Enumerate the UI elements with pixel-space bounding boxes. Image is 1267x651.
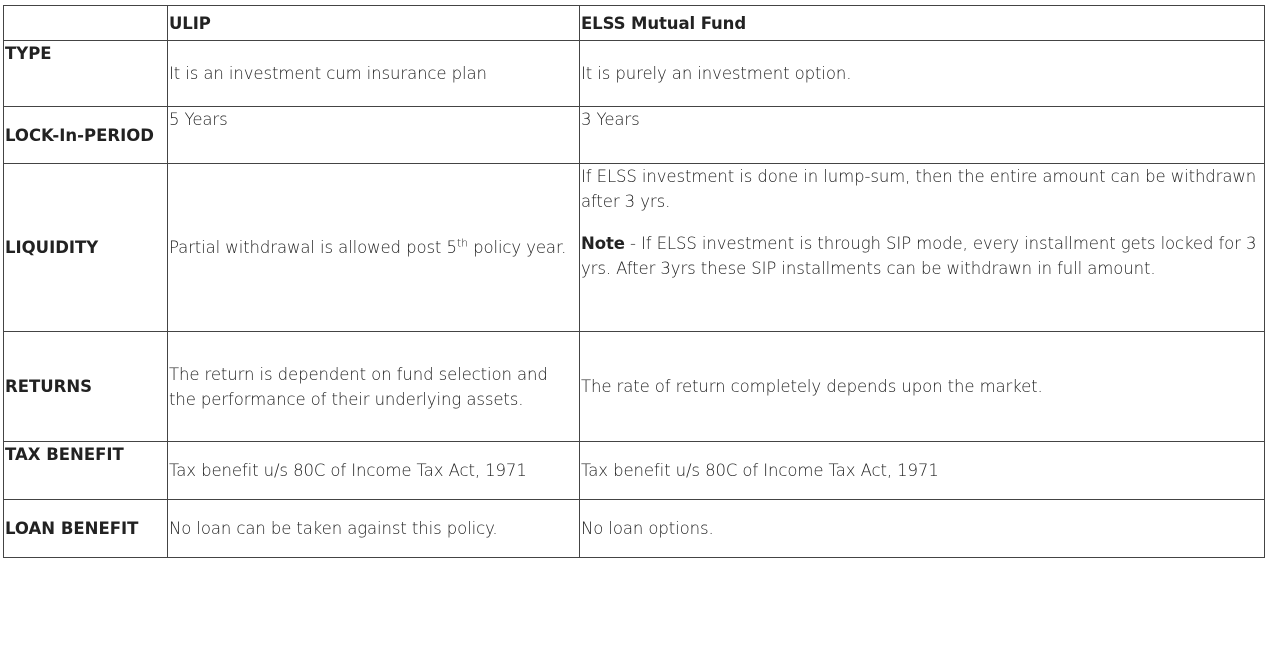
cell-ulip-tax-benefit: Tax benefit u/s 80C of Income Tax Act, 1971 bbox=[168, 442, 580, 500]
note-text: - If ELSS investment is through SIP mode, every installment gets locked for 3 yrs. After 3yrs these SIP installments can be withdrawn in full amount. bbox=[581, 234, 1257, 278]
row-label-loan-benefit: LOAN BENEFIT bbox=[4, 500, 168, 558]
ulip-liquidity-text-end: policy year. bbox=[467, 238, 567, 257]
cell-elss-tax-benefit: Tax benefit u/s 80C of Income Tax Act, 1971 bbox=[580, 442, 1265, 500]
cell-ulip-lock-in: 5 Years bbox=[168, 107, 580, 164]
ulip-liquidity-text: Partial withdrawal is allowed post 5 bbox=[169, 238, 457, 257]
table-row bbox=[4, 107, 1265, 164]
header-cell-empty bbox=[4, 6, 168, 41]
row-label-lock-in-period: LOCK-In-PERIOD bbox=[4, 107, 168, 164]
cell-elss-liquidity bbox=[580, 164, 1265, 332]
cell-ulip-loan-benefit: No loan can be taken against this policy. bbox=[168, 500, 580, 558]
ulip-liquidity-superscript: th bbox=[456, 236, 468, 250]
elss-liquidity-lumpsum: If ELSS investment is done in lump-sum, then the entire amount can be withdrawn after 3 yrs. bbox=[581, 167, 1257, 211]
cell-elss-type: It is purely an investment option. bbox=[580, 41, 1265, 107]
table-row bbox=[4, 332, 1265, 442]
table-row bbox=[4, 164, 1265, 332]
table-header-row bbox=[4, 6, 1265, 41]
cell-ulip-returns: The return is dependent on fund selection and the performance of their underlying assets. bbox=[168, 332, 580, 442]
table-row bbox=[4, 442, 1265, 500]
cell-elss-loan-benefit: No loan options. bbox=[580, 500, 1265, 558]
cell-elss-returns: The rate of return completely depends upon the market. bbox=[580, 332, 1265, 442]
row-label-type: TYPE bbox=[4, 41, 168, 107]
row-label-liquidity: LIQUIDITY bbox=[4, 164, 168, 332]
cell-ulip-type: It is an investment cum insurance plan bbox=[168, 41, 580, 107]
header-cell-elss: ELSS Mutual Fund bbox=[580, 6, 1265, 41]
header-cell-ulip: ULIP bbox=[168, 6, 580, 41]
table-row bbox=[4, 41, 1265, 107]
table-row bbox=[4, 500, 1265, 558]
note-label: Note bbox=[581, 234, 625, 253]
elss-liquidity-note bbox=[581, 231, 1263, 281]
row-label-returns: RETURNS bbox=[4, 332, 168, 442]
row-label-tax-benefit: TAX BENEFIT bbox=[4, 442, 168, 500]
comparison-table bbox=[3, 5, 1265, 558]
cell-ulip-liquidity bbox=[168, 164, 580, 332]
cell-elss-lock-in: 3 Years bbox=[580, 107, 1265, 164]
